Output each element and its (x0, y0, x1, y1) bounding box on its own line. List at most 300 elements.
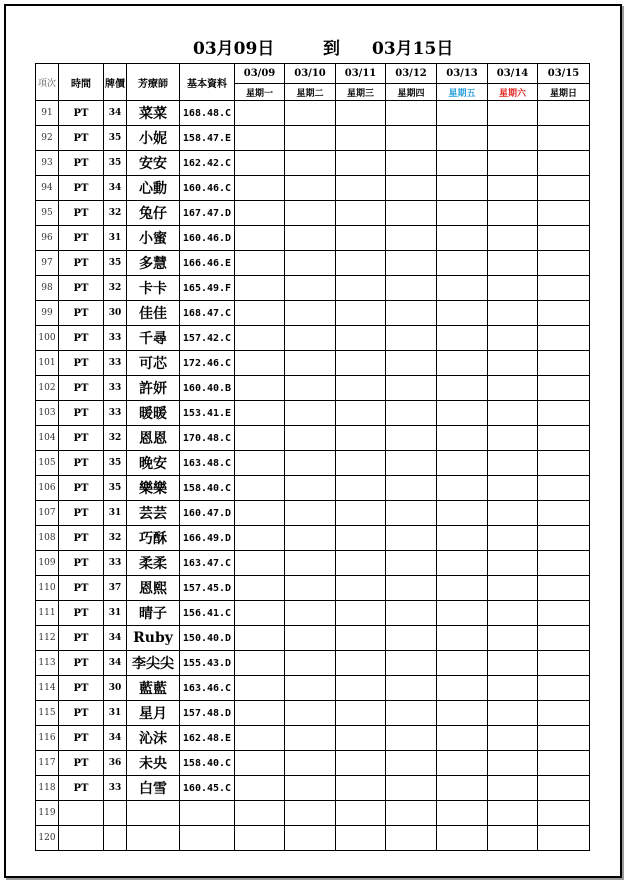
schedule-cell[interactable] (235, 651, 285, 676)
schedule-cell[interactable] (488, 251, 538, 276)
schedule-cell[interactable] (285, 601, 336, 626)
schedule-cell[interactable] (336, 501, 386, 526)
schedule-cell[interactable] (437, 476, 488, 501)
schedule-cell[interactable] (285, 701, 336, 726)
row-basic-info: 163.48.C (180, 451, 235, 476)
schedule-cell[interactable] (386, 426, 437, 451)
schedule-cell[interactable] (235, 626, 285, 651)
weekday-header: 星期四 (386, 84, 437, 101)
schedule-cell[interactable] (285, 451, 336, 476)
row-basic-info: 168.47.C (180, 301, 235, 326)
schedule-cell[interactable] (336, 551, 386, 576)
schedule-cell[interactable] (437, 201, 488, 226)
schedule-cell[interactable] (386, 326, 437, 351)
schedule-cell[interactable] (538, 426, 590, 451)
schedule-cell[interactable] (488, 501, 538, 526)
schedule-cell[interactable] (437, 526, 488, 551)
row-index: 113 (36, 651, 59, 676)
schedule-cell[interactable] (437, 126, 488, 151)
schedule-cell[interactable] (235, 426, 285, 451)
schedule-cell[interactable] (235, 351, 285, 376)
row-price: 32 (104, 201, 127, 226)
schedule-cell[interactable] (488, 701, 538, 726)
row-index: 96 (36, 226, 59, 251)
row-index: 107 (36, 501, 59, 526)
schedule-cell[interactable] (437, 301, 488, 326)
row-index: 118 (36, 776, 59, 801)
row-basic-info: 160.45.C (180, 776, 235, 801)
row-price: 30 (104, 676, 127, 701)
schedule-cell[interactable] (285, 576, 336, 601)
schedule-cell[interactable] (336, 651, 386, 676)
row-therapist-name: 恩恩 (127, 426, 180, 451)
schedule-cell[interactable] (386, 126, 437, 151)
schedule-cell[interactable] (336, 101, 386, 126)
schedule-cell[interactable] (235, 201, 285, 226)
row-index: 119 (36, 801, 59, 826)
schedule-cell[interactable] (235, 176, 285, 201)
schedule-cell[interactable] (437, 351, 488, 376)
schedule-cell[interactable] (488, 551, 538, 576)
schedule-cell[interactable] (336, 576, 386, 601)
row-basic-info: 166.46.E (180, 251, 235, 276)
row-basic-info: 163.47.C (180, 551, 235, 576)
row-price: 34 (104, 101, 127, 126)
schedule-cell[interactable] (235, 326, 285, 351)
table-row (36, 426, 590, 451)
schedule-cell[interactable] (437, 226, 488, 251)
table-row (36, 451, 590, 476)
schedule-cell[interactable] (488, 676, 538, 701)
schedule-cell[interactable] (336, 626, 386, 651)
schedule-cell[interactable] (538, 651, 590, 676)
schedule-cell[interactable] (285, 326, 336, 351)
schedule-cell[interactable] (538, 701, 590, 726)
schedule-cell[interactable] (336, 426, 386, 451)
schedule-cell[interactable] (488, 751, 538, 776)
schedule-cell[interactable] (437, 251, 488, 276)
schedule-cell[interactable] (488, 726, 538, 751)
schedule-cell[interactable] (386, 451, 437, 476)
schedule-cell[interactable] (437, 151, 488, 176)
start-date: 03月09日 (193, 39, 275, 59)
schedule-cell[interactable] (488, 601, 538, 626)
schedule-cell[interactable] (386, 551, 437, 576)
schedule-cell[interactable] (336, 301, 386, 326)
schedule-cell[interactable] (538, 626, 590, 651)
schedule-cell[interactable] (538, 151, 590, 176)
schedule-cell[interactable] (437, 701, 488, 726)
schedule-cell[interactable] (538, 726, 590, 751)
table-row (36, 251, 590, 276)
row-price: 33 (104, 776, 127, 801)
schedule-cell[interactable] (285, 251, 336, 276)
schedule-cell[interactable] (386, 726, 437, 751)
row-basic-info: 158.40.C (180, 751, 235, 776)
schedule-cell[interactable] (336, 601, 386, 626)
schedule-cell[interactable] (336, 801, 386, 826)
schedule-cell[interactable] (488, 451, 538, 476)
row-time: PT (59, 526, 104, 551)
schedule-cell[interactable] (488, 101, 538, 126)
schedule-cell[interactable] (538, 176, 590, 201)
schedule-cell[interactable] (488, 526, 538, 551)
schedule-cell[interactable] (488, 176, 538, 201)
schedule-cell[interactable] (538, 301, 590, 326)
schedule-cell[interactable] (386, 676, 437, 701)
schedule-cell[interactable] (437, 676, 488, 701)
row-price (104, 826, 127, 851)
schedule-cell[interactable] (538, 801, 590, 826)
schedule-cell[interactable] (386, 251, 437, 276)
row-basic-info: 150.40.D (180, 626, 235, 651)
row-therapist-name: 小妮 (127, 126, 180, 151)
schedule-cell[interactable] (285, 626, 336, 651)
row-price: 31 (104, 501, 127, 526)
schedule-cell[interactable] (235, 276, 285, 301)
schedule-cell[interactable] (538, 826, 590, 851)
schedule-cell[interactable] (538, 476, 590, 501)
schedule-cell[interactable] (285, 376, 336, 401)
row-index: 109 (36, 551, 59, 576)
schedule-cell[interactable] (437, 176, 488, 201)
schedule-cell[interactable] (437, 826, 488, 851)
schedule-cell[interactable] (538, 776, 590, 801)
row-price: 32 (104, 426, 127, 451)
schedule-cell[interactable] (437, 326, 488, 351)
schedule-cell[interactable] (336, 276, 386, 301)
schedule-cell[interactable] (538, 526, 590, 551)
row-index: 102 (36, 376, 59, 401)
schedule-cell[interactable] (538, 676, 590, 701)
schedule-cell[interactable] (336, 476, 386, 501)
schedule-cell[interactable] (488, 776, 538, 801)
schedule-cell[interactable] (235, 551, 285, 576)
row-time: PT (59, 201, 104, 226)
row-therapist-name: 千尋 (127, 326, 180, 351)
schedule-cell[interactable] (386, 576, 437, 601)
schedule-cell[interactable] (386, 151, 437, 176)
schedule-cell[interactable] (488, 651, 538, 676)
col-time-header: 時間 (59, 64, 104, 101)
schedule-cell[interactable] (488, 426, 538, 451)
row-index: 111 (36, 601, 59, 626)
row-time: PT (59, 576, 104, 601)
schedule-cell[interactable] (488, 576, 538, 601)
schedule-cell[interactable] (235, 501, 285, 526)
schedule-cell[interactable] (336, 776, 386, 801)
schedule-cell[interactable] (235, 226, 285, 251)
schedule-cell[interactable] (386, 826, 437, 851)
schedule-cell[interactable] (488, 401, 538, 426)
schedule-cell[interactable] (538, 501, 590, 526)
schedule-cell[interactable] (488, 476, 538, 501)
schedule-cell[interactable] (235, 526, 285, 551)
row-therapist-name: 白雪 (127, 776, 180, 801)
row-price: 31 (104, 601, 127, 626)
schedule-cell[interactable] (336, 351, 386, 376)
row-therapist-name: 心動 (127, 176, 180, 201)
schedule-cell[interactable] (538, 251, 590, 276)
row-time: PT (59, 551, 104, 576)
schedule-cell[interactable] (336, 726, 386, 751)
row-time: PT (59, 451, 104, 476)
schedule-cell[interactable] (488, 326, 538, 351)
schedule-cell[interactable] (285, 101, 336, 126)
row-time: PT (59, 301, 104, 326)
schedule-cell[interactable] (538, 451, 590, 476)
schedule-cell[interactable] (235, 401, 285, 426)
schedule-cell[interactable] (386, 401, 437, 426)
schedule-cell[interactable] (235, 451, 285, 476)
row-time: PT (59, 176, 104, 201)
schedule-cell[interactable] (285, 301, 336, 326)
schedule-cell[interactable] (437, 576, 488, 601)
schedule-cell[interactable] (285, 676, 336, 701)
row-price: 35 (104, 151, 127, 176)
table-row (36, 501, 590, 526)
schedule-cell[interactable] (538, 601, 590, 626)
schedule-cell[interactable] (437, 751, 488, 776)
schedule-cell[interactable] (538, 201, 590, 226)
row-therapist-name: 藍藍 (127, 676, 180, 701)
schedule-cell[interactable] (538, 751, 590, 776)
schedule-cell[interactable] (538, 376, 590, 401)
row-index: 103 (36, 401, 59, 426)
schedule-cell[interactable] (488, 276, 538, 301)
schedule-cell[interactable] (488, 351, 538, 376)
row-basic-info: 156.41.C (180, 601, 235, 626)
schedule-cell[interactable] (488, 301, 538, 326)
schedule-cell[interactable] (386, 176, 437, 201)
schedule-cell[interactable] (235, 476, 285, 501)
schedule-cell[interactable] (386, 751, 437, 776)
schedule-cell[interactable] (386, 226, 437, 251)
schedule-cell[interactable] (437, 551, 488, 576)
schedule-cell[interactable] (285, 551, 336, 576)
schedule-cell[interactable] (285, 351, 336, 376)
table-row (36, 826, 590, 851)
schedule-cell[interactable] (336, 126, 386, 151)
schedule-cell[interactable] (386, 626, 437, 651)
schedule-cell[interactable] (386, 701, 437, 726)
schedule-cell[interactable] (437, 376, 488, 401)
table-row (36, 576, 590, 601)
schedule-cell[interactable] (285, 801, 336, 826)
schedule-cell[interactable] (285, 726, 336, 751)
schedule-cell[interactable] (235, 676, 285, 701)
schedule-cell[interactable] (386, 201, 437, 226)
schedule-cell[interactable] (235, 726, 285, 751)
schedule-cell[interactable] (235, 751, 285, 776)
row-basic-info (180, 826, 235, 851)
schedule-cell[interactable] (488, 826, 538, 851)
day-date-header: 03/11 (336, 64, 386, 84)
table-row (36, 276, 590, 301)
schedule-cell[interactable] (386, 501, 437, 526)
schedule-cell[interactable] (538, 551, 590, 576)
schedule-cell[interactable] (285, 501, 336, 526)
schedule-cell[interactable] (386, 601, 437, 626)
schedule-cell[interactable] (336, 251, 386, 276)
schedule-cell[interactable] (488, 126, 538, 151)
schedule-cell[interactable] (437, 426, 488, 451)
row-index: 98 (36, 276, 59, 301)
table-row (36, 776, 590, 801)
schedule-cell[interactable] (285, 176, 336, 201)
schedule-cell[interactable] (235, 151, 285, 176)
schedule-cell[interactable] (488, 226, 538, 251)
schedule-cell[interactable] (285, 826, 336, 851)
row-therapist-name: Ruby (127, 626, 180, 651)
schedule-cell[interactable] (336, 376, 386, 401)
row-therapist-name: 沁沫 (127, 726, 180, 751)
schedule-cell[interactable] (437, 801, 488, 826)
schedule-cell[interactable] (488, 151, 538, 176)
schedule-cell[interactable] (538, 101, 590, 126)
schedule-cell[interactable] (437, 601, 488, 626)
schedule-cell[interactable] (538, 576, 590, 601)
schedule-cell[interactable] (336, 401, 386, 426)
schedule-cell[interactable] (285, 651, 336, 676)
row-time: PT (59, 351, 104, 376)
schedule-cell[interactable] (285, 526, 336, 551)
row-index: 110 (36, 576, 59, 601)
row-time: PT (59, 251, 104, 276)
schedule-cell[interactable] (488, 801, 538, 826)
schedule-cell[interactable] (538, 401, 590, 426)
row-basic-info: 170.48.C (180, 426, 235, 451)
schedule-cell[interactable] (336, 176, 386, 201)
table-row (36, 676, 590, 701)
schedule-cell[interactable] (437, 451, 488, 476)
schedule-cell[interactable] (235, 776, 285, 801)
schedule-cell[interactable] (285, 776, 336, 801)
schedule-cell[interactable] (285, 476, 336, 501)
schedule-cell[interactable] (336, 326, 386, 351)
schedule-cell[interactable] (336, 526, 386, 551)
row-basic-info: 160.46.D (180, 226, 235, 251)
schedule-cell[interactable] (235, 601, 285, 626)
row-price: 35 (104, 451, 127, 476)
table-row (36, 201, 590, 226)
schedule-cell[interactable] (235, 801, 285, 826)
row-time: PT (59, 151, 104, 176)
row-index: 95 (36, 201, 59, 226)
schedule-cell[interactable] (285, 226, 336, 251)
row-index: 115 (36, 701, 59, 726)
row-index: 104 (36, 426, 59, 451)
schedule-cell[interactable] (538, 126, 590, 151)
schedule-cell[interactable] (437, 651, 488, 676)
row-index: 120 (36, 826, 59, 851)
day-date-header: 03/09 (235, 64, 285, 84)
row-price: 33 (104, 401, 127, 426)
weekday-header: 星期三 (336, 84, 386, 101)
schedule-cell[interactable] (285, 126, 336, 151)
schedule-cell[interactable] (386, 301, 437, 326)
row-time: PT (59, 751, 104, 776)
schedule-cell[interactable] (538, 226, 590, 251)
schedule-cell[interactable] (488, 376, 538, 401)
schedule-cell[interactable] (437, 501, 488, 526)
schedule-cell[interactable] (235, 251, 285, 276)
schedule-cell[interactable] (235, 826, 285, 851)
row-price: 33 (104, 351, 127, 376)
schedule-cell[interactable] (336, 451, 386, 476)
schedule-cell[interactable] (386, 476, 437, 501)
row-price: 37 (104, 576, 127, 601)
row-therapist-name (127, 801, 180, 826)
schedule-cell[interactable] (336, 676, 386, 701)
schedule-cell[interactable] (336, 201, 386, 226)
schedule-cell[interactable] (437, 726, 488, 751)
schedule-cell[interactable] (386, 351, 437, 376)
schedule-cell[interactable] (235, 701, 285, 726)
schedule-cell[interactable] (336, 226, 386, 251)
schedule-cell[interactable] (285, 401, 336, 426)
row-therapist-name: 未央 (127, 751, 180, 776)
schedule-cell[interactable] (538, 326, 590, 351)
schedule-cell[interactable] (285, 276, 336, 301)
row-basic-info: 153.41.E (180, 401, 235, 426)
schedule-cell[interactable] (285, 426, 336, 451)
schedule-cell[interactable] (386, 651, 437, 676)
header-row-dates (36, 64, 590, 84)
schedule-cell[interactable] (437, 101, 488, 126)
schedule-cell[interactable] (437, 776, 488, 801)
schedule-cell[interactable] (235, 126, 285, 151)
schedule-cell[interactable] (538, 276, 590, 301)
row-therapist-name: 暖暖 (127, 401, 180, 426)
schedule-cell[interactable] (538, 351, 590, 376)
schedule-cell[interactable] (336, 701, 386, 726)
schedule-cell[interactable] (235, 576, 285, 601)
schedule-cell[interactable] (285, 201, 336, 226)
schedule-cell[interactable] (488, 626, 538, 651)
schedule-cell[interactable] (285, 751, 336, 776)
table-row (36, 751, 590, 776)
schedule-cell[interactable] (285, 151, 336, 176)
schedule-cell[interactable] (386, 526, 437, 551)
schedule-cell[interactable] (437, 276, 488, 301)
schedule-cell[interactable] (336, 826, 386, 851)
row-basic-info: 160.40.B (180, 376, 235, 401)
schedule-cell[interactable] (235, 376, 285, 401)
row-therapist-name: 許妍 (127, 376, 180, 401)
schedule-cell[interactable] (386, 776, 437, 801)
row-basic-info (180, 801, 235, 826)
schedule-cell[interactable] (235, 301, 285, 326)
row-basic-info: 163.46.C (180, 676, 235, 701)
schedule-cell[interactable] (386, 376, 437, 401)
schedule-cell[interactable] (386, 276, 437, 301)
row-therapist-name: 樂樂 (127, 476, 180, 501)
table-row (36, 101, 590, 126)
schedule-cell[interactable] (336, 751, 386, 776)
schedule-cell[interactable] (386, 801, 437, 826)
row-basic-info: 166.49.D (180, 526, 235, 551)
schedule-cell[interactable] (437, 626, 488, 651)
schedule-cell[interactable] (386, 101, 437, 126)
schedule-cell[interactable] (336, 151, 386, 176)
day-date-header: 03/14 (488, 64, 538, 84)
row-index: 101 (36, 351, 59, 376)
schedule-cell[interactable] (235, 101, 285, 126)
schedule-cell[interactable] (488, 201, 538, 226)
schedule-cell[interactable] (437, 401, 488, 426)
row-time (59, 826, 104, 851)
